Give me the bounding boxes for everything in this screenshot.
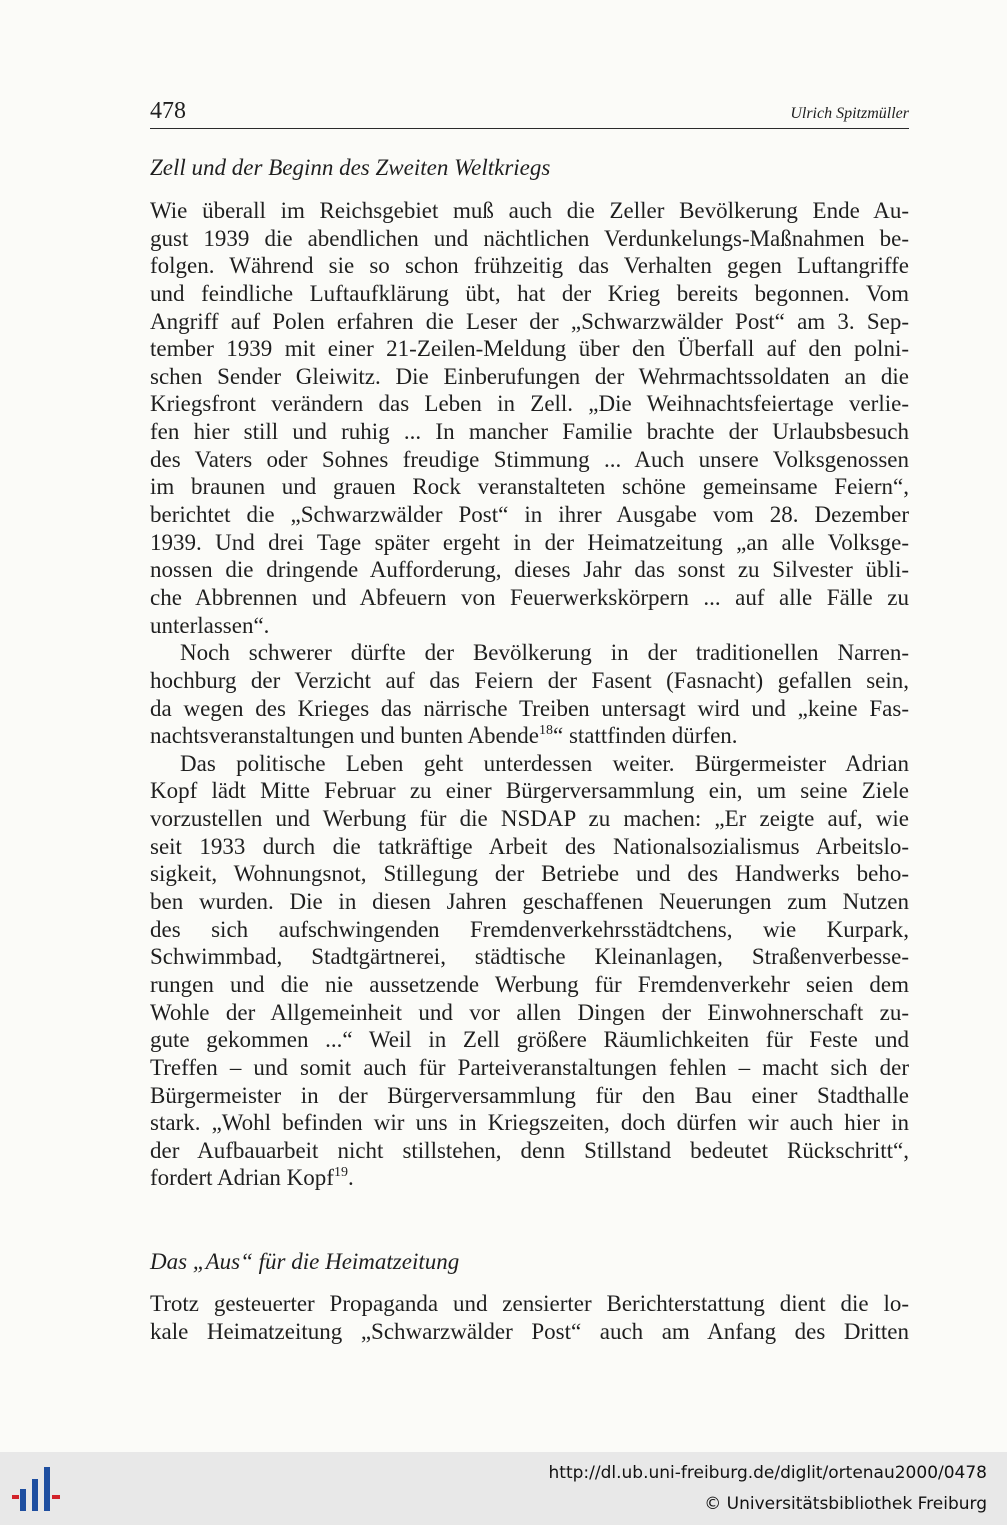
text-segment: fordert Adrian Kopf (150, 1165, 334, 1191)
text-line: Noch schwerer dürfte der Bevölkerung in der traditionellen Narren- (180, 640, 909, 666)
text-line: Trotz gesteuerter Propaganda und zensierter Berichterstattung dient die lo- (150, 1291, 909, 1316)
text-line: ben wurden. Die in diesen Jahren geschaffenen Neuerungen zum Nutzen (150, 889, 909, 915)
ub-freiburg-logo-icon[interactable] (12, 1465, 64, 1515)
text-line: Wie überall im Reichsgebiet muß auch die Zeller Bevölkerung Ende Au- (150, 198, 909, 223)
body-text-section-1 (150, 197, 909, 1192)
text-line: rungen und die nie aussetzende Werbung für Fremdenverkehr seien dem (150, 971, 909, 997)
text-line: Das politische Leben geht unterdessen weiter. Bürgermeister Adrian (180, 750, 909, 776)
text-line: Angriff auf Polen erfahren die Leser der „Schwarzwälder Post“ am 3. Sep- (150, 308, 909, 334)
footnote-ref[interactable]: 18 (538, 723, 553, 739)
text-line: Kriegsfront verändern das Leben in Zell. „Die Weihnachtsfeiertage verlie- (150, 391, 909, 417)
running-head-author: Ulrich Spitzmüller (790, 105, 909, 122)
text-line: Bürgermeister in der Bürgerversammlung für den Bau einer Stadthalle (150, 1082, 909, 1108)
text-line: seit 1933 durch die tatkräftige Arbeit des Nationalsozialismus Arbeitslo- (150, 833, 909, 859)
text-line: Wohle der Allgemeinheit und vor allen Dingen der Einwohnerschaft zu- (150, 999, 909, 1025)
text-segment: nachtsveranstaltungen und bunten Abende (150, 723, 539, 749)
text-line: nossen die dringende Aufforderung, dieses Jahr das sonst zu Silvester übli- (150, 557, 909, 583)
text-line: des Vaters oder Sohnes freudige Stimmung ... Auch unsere Volksgenossen (150, 446, 909, 472)
text-line: folgen. Während sie so schon frühzeitig das Verhalten gegen Luftangriffe (150, 253, 909, 279)
header-rule (150, 128, 909, 129)
text-line: schen Sender Gleiwitz. Die Einberufungen der Wehrmachtssoldaten an die (150, 363, 909, 389)
text-line: hochburg der Verzicht auf das Feiern der Fasent (Fasnacht) gefallen sein, (150, 667, 909, 693)
text-line: Treffen – und somit auch für Parteiveranstaltungen fehlen – macht sich der (150, 1054, 909, 1080)
text-line: Schwimmbad, Stadtgärtnerei, städtische Kleinanlagen, Straßenverbesse- (150, 944, 909, 970)
text-line: berichtet die „Schwarzwälder Post“ in ihrer Ausgabe vom 28. Dezember (150, 502, 909, 528)
text-line: kale Heimatzeitung „Schwarzwälder Post“ auch am Anfang des Dritten (150, 1318, 909, 1344)
text-line: stark. „Wohl befinden wir uns in Kriegszeiten, doch dürfen wir auch hier in (150, 1110, 909, 1136)
text-line: unterlassen“. (150, 612, 270, 638)
text-line (150, 1164, 909, 1192)
text-line: tember 1939 mit einer 21-Zeilen-Meldung über den Überfall auf den polni- (150, 336, 909, 362)
text-line: des sich aufschwingenden Fremdenverkehrsstädtchens, wie Kurpark, (150, 916, 909, 942)
text-line: gute gekommen ...“ Weil in Zell größere Räumlichkeiten für Feste und (150, 1027, 909, 1053)
text-line: und feindliche Luftaufklärung übt, hat der Krieg bereits begonnen. Vom (150, 280, 909, 306)
text-line (150, 722, 909, 750)
page-number: 478 (150, 98, 186, 124)
text-line: 1939. Und drei Tage später ergeht in der Heimatzeitung „an alle Volksge- (150, 529, 909, 555)
text-line: che Abbrennen und Abfeuern von Feuerwerkskörpern ... auf alle Fälle zu (150, 584, 909, 610)
body-text-section-2 (150, 1290, 909, 1345)
text-line: Kopf lädt Mitte Februar zu einer Bürgerversammlung ein, um seine Ziele (150, 778, 909, 804)
section-heading: Das „Aus“ für die Heimatzeitung (150, 1249, 460, 1274)
text-line: sigkeit, Wohnungsnot, Stillegung der Betriebe und des Handwerks beho- (150, 861, 909, 887)
text-segment: “ stattfinden dürfen. (552, 723, 738, 749)
text-line: fen hier still und ruhig ... In mancher Familie brachte der Urlaubsbesuch (150, 419, 909, 445)
copyright-notice: © Universitätsbibliothek Freiburg (704, 1494, 987, 1514)
text-line: der Aufbauarbeit nicht stillstehen, denn Stillstand bedeutet Rückschritt“, (150, 1137, 909, 1163)
text-segment: . (347, 1165, 354, 1191)
footnote-ref[interactable]: 19 (333, 1165, 348, 1181)
text-line: gust 1939 die abendlichen und nächtlichen Verdunkelungs-Maßnahmen be- (150, 225, 909, 251)
permalink-link[interactable]: http://dl.ub.uni-freiburg.de/diglit/ortenau2000/0478 (548, 1463, 987, 1483)
text-line: da wegen des Krieges das närrische Treiben untersagt wird und „keine Fas- (150, 695, 909, 721)
section-heading: Zell und der Beginn des Zweiten Weltkriegs (150, 155, 551, 180)
text-line: im braunen und grauen Rock veranstalteten schöne gemeinsame Feiern“, (150, 474, 909, 500)
text-line: vorzustellen und Werbung für die NSDAP zu machen: „Er zeigte auf, wie (150, 806, 909, 832)
